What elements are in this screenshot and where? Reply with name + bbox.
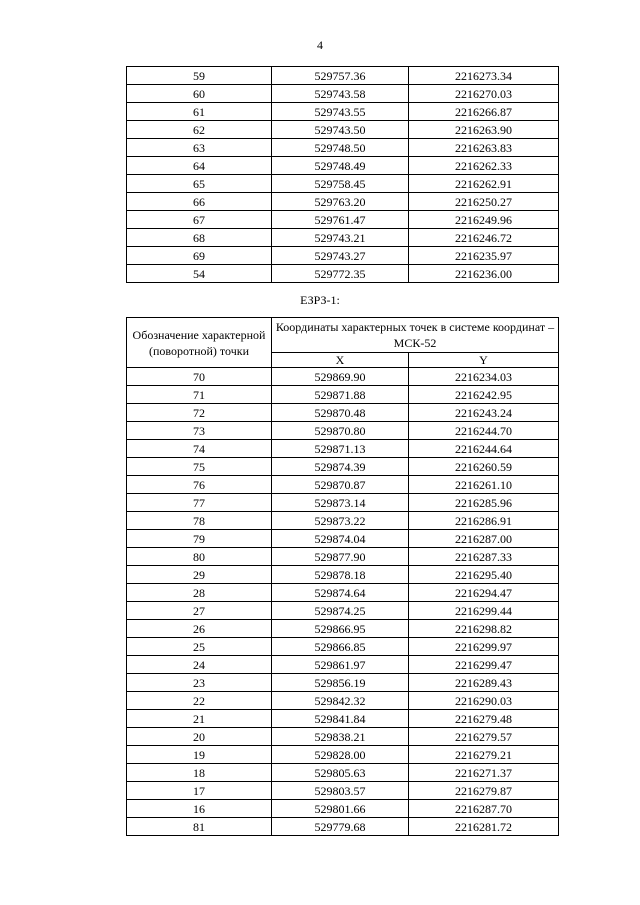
table-row (127, 193, 559, 211)
x-coordinate-cell: 529866.85 (272, 638, 409, 656)
point-number-cell: 60 (127, 85, 272, 103)
coordinates-column-header: Координаты характерных точек в системе координат – МСК-52 (272, 318, 559, 353)
y-coordinate-cell: 2216263.90 (409, 121, 559, 139)
x-coordinate-cell: 529878.18 (272, 566, 409, 584)
y-coordinate-cell: 2216286.91 (409, 512, 559, 530)
y-coordinate-cell: 2216273.34 (409, 67, 559, 85)
section-title: ЕЗРЗ-1: (300, 293, 340, 307)
x-coordinate-cell: 529763.20 (272, 193, 409, 211)
y-coordinate-cell: 2216246.72 (409, 229, 559, 247)
y-coordinate-cell: 2216271.37 (409, 764, 559, 782)
x-coordinate-cell: 529761.47 (272, 211, 409, 229)
point-number-cell: 75 (127, 458, 272, 476)
point-number-cell: 66 (127, 193, 272, 211)
x-coordinate-cell: 529842.32 (272, 692, 409, 710)
point-number-cell: 65 (127, 175, 272, 193)
table-row (127, 746, 559, 764)
table-row (127, 674, 559, 692)
table-row (127, 121, 559, 139)
x-coordinate-cell: 529828.00 (272, 746, 409, 764)
y-coordinate-cell: 2216299.44 (409, 602, 559, 620)
point-number-cell: 71 (127, 386, 272, 404)
y-coordinate-cell: 2216235.97 (409, 247, 559, 265)
x-coordinate-cell: 529856.19 (272, 674, 409, 692)
x-coordinate-cell: 529801.66 (272, 800, 409, 818)
y-coordinate-cell: 2216287.33 (409, 548, 559, 566)
point-number-cell: 16 (127, 800, 272, 818)
y-column-header: Y (409, 353, 559, 368)
table-row (127, 764, 559, 782)
point-number-cell: 64 (127, 157, 272, 175)
x-coordinate-cell: 529877.90 (272, 548, 409, 566)
table-row (127, 476, 559, 494)
x-coordinate-cell: 529772.35 (272, 265, 409, 283)
point-number-cell: 26 (127, 620, 272, 638)
table-row (127, 566, 559, 584)
table-row (127, 620, 559, 638)
point-number-cell: 28 (127, 584, 272, 602)
table-row (127, 728, 559, 746)
y-coordinate-cell: 2216262.91 (409, 175, 559, 193)
table-row (127, 247, 559, 265)
x-coordinate-cell: 529874.39 (272, 458, 409, 476)
x-coordinate-cell: 529758.45 (272, 175, 409, 193)
table-row (127, 157, 559, 175)
x-coordinate-cell: 529841.84 (272, 710, 409, 728)
y-coordinate-cell: 2216294.47 (409, 584, 559, 602)
table-row (127, 67, 559, 85)
point-number-cell: 78 (127, 512, 272, 530)
point-number-cell: 19 (127, 746, 272, 764)
table-row (127, 440, 559, 458)
x-coordinate-cell: 529874.25 (272, 602, 409, 620)
point-number-cell: 72 (127, 404, 272, 422)
point-number-cell: 62 (127, 121, 272, 139)
table-row (127, 656, 559, 674)
table-row (127, 458, 559, 476)
x-coordinate-cell: 529748.49 (272, 157, 409, 175)
point-number-cell: 59 (127, 67, 272, 85)
table-row (127, 211, 559, 229)
y-coordinate-cell: 2216261.10 (409, 476, 559, 494)
table-row (127, 265, 559, 283)
x-coordinate-cell: 529874.64 (272, 584, 409, 602)
point-number-cell: 61 (127, 103, 272, 121)
point-number-cell: 17 (127, 782, 272, 800)
y-coordinate-cell: 2216295.40 (409, 566, 559, 584)
y-coordinate-cell: 2216244.70 (409, 422, 559, 440)
point-number-cell: 63 (127, 139, 272, 157)
y-coordinate-cell: 2216290.03 (409, 692, 559, 710)
x-coordinate-cell: 529870.80 (272, 422, 409, 440)
table-row (127, 103, 559, 121)
x-coordinate-cell: 529803.57 (272, 782, 409, 800)
x-column-header: X (272, 353, 409, 368)
table-row (127, 175, 559, 193)
point-number-cell: 77 (127, 494, 272, 512)
table-row (127, 139, 559, 157)
x-coordinate-cell: 529743.55 (272, 103, 409, 121)
y-coordinate-cell: 2216287.70 (409, 800, 559, 818)
y-coordinate-cell: 2216289.43 (409, 674, 559, 692)
point-column-header: Обозначение характерной (поворотной) точки (127, 318, 272, 368)
table-row (127, 800, 559, 818)
y-coordinate-cell: 2216298.82 (409, 620, 559, 638)
x-coordinate-cell: 529838.21 (272, 728, 409, 746)
table-row (127, 494, 559, 512)
y-coordinate-cell: 2216262.33 (409, 157, 559, 175)
point-number-cell: 69 (127, 247, 272, 265)
point-number-cell: 79 (127, 530, 272, 548)
y-coordinate-cell: 2216279.48 (409, 710, 559, 728)
y-coordinate-cell: 2216279.57 (409, 728, 559, 746)
y-coordinate-cell: 2216236.00 (409, 265, 559, 283)
point-number-cell: 23 (127, 674, 272, 692)
y-coordinate-cell: 2216299.97 (409, 638, 559, 656)
y-coordinate-cell: 2216287.00 (409, 530, 559, 548)
x-coordinate-cell: 529748.50 (272, 139, 409, 157)
y-coordinate-cell: 2216234.03 (409, 368, 559, 386)
x-coordinate-cell: 529873.22 (272, 512, 409, 530)
y-coordinate-cell: 2216266.87 (409, 103, 559, 121)
table-row (127, 422, 559, 440)
x-coordinate-cell: 529861.97 (272, 656, 409, 674)
x-coordinate-cell: 529871.88 (272, 386, 409, 404)
table-row (127, 782, 559, 800)
table-row (127, 638, 559, 656)
point-number-cell: 18 (127, 764, 272, 782)
table-row (127, 229, 559, 247)
table-row (127, 602, 559, 620)
y-coordinate-cell: 2216244.64 (409, 440, 559, 458)
point-number-cell: 81 (127, 818, 272, 836)
y-coordinate-cell: 2216281.72 (409, 818, 559, 836)
point-number-cell: 80 (127, 548, 272, 566)
table-row (127, 85, 559, 103)
y-coordinate-cell: 2216242.95 (409, 386, 559, 404)
point-number-cell: 54 (127, 265, 272, 283)
y-coordinate-cell: 2216270.03 (409, 85, 559, 103)
x-coordinate-cell: 529871.13 (272, 440, 409, 458)
coordinates-table-body (127, 368, 559, 836)
point-number-cell: 73 (127, 422, 272, 440)
y-coordinate-cell: 2216243.24 (409, 404, 559, 422)
point-number-cell: 29 (127, 566, 272, 584)
point-number-cell: 21 (127, 710, 272, 728)
y-coordinate-cell: 2216279.87 (409, 782, 559, 800)
point-number-cell: 27 (127, 602, 272, 620)
point-number-cell: 67 (127, 211, 272, 229)
table-row (127, 404, 559, 422)
table-row (127, 710, 559, 728)
x-coordinate-cell: 529805.63 (272, 764, 409, 782)
x-coordinate-cell: 529743.58 (272, 85, 409, 103)
point-number-cell: 25 (127, 638, 272, 656)
y-coordinate-cell: 2216260.59 (409, 458, 559, 476)
point-number-cell: 22 (127, 692, 272, 710)
point-number-cell: 70 (127, 368, 272, 386)
y-coordinate-cell: 2216299.47 (409, 656, 559, 674)
point-number-cell: 20 (127, 728, 272, 746)
table-row (127, 692, 559, 710)
point-number-cell: 74 (127, 440, 272, 458)
page-number: 4 (317, 38, 323, 52)
table-row (127, 584, 559, 602)
x-coordinate-cell: 529874.04 (272, 530, 409, 548)
point-number-cell: 76 (127, 476, 272, 494)
y-coordinate-cell: 2216285.96 (409, 494, 559, 512)
table-header (127, 318, 559, 368)
table-row (127, 368, 559, 386)
table-row (127, 530, 559, 548)
x-coordinate-cell: 529866.95 (272, 620, 409, 638)
point-number-cell: 24 (127, 656, 272, 674)
table-row (127, 818, 559, 836)
y-coordinate-cell: 2216249.96 (409, 211, 559, 229)
y-coordinate-cell: 2216279.21 (409, 746, 559, 764)
y-coordinate-cell: 2216250.27 (409, 193, 559, 211)
table-row (127, 386, 559, 404)
coordinates-table-continued (126, 66, 559, 283)
x-coordinate-cell: 529873.14 (272, 494, 409, 512)
coordinates-table-body (127, 67, 559, 283)
ezr-coordinates-table (126, 317, 559, 836)
x-coordinate-cell: 529870.87 (272, 476, 409, 494)
table-row (127, 548, 559, 566)
x-coordinate-cell: 529757.36 (272, 67, 409, 85)
x-coordinate-cell: 529743.50 (272, 121, 409, 139)
x-coordinate-cell: 529743.21 (272, 229, 409, 247)
x-coordinate-cell: 529743.27 (272, 247, 409, 265)
point-number-cell: 68 (127, 229, 272, 247)
x-coordinate-cell: 529779.68 (272, 818, 409, 836)
table-row (127, 512, 559, 530)
x-coordinate-cell: 529870.48 (272, 404, 409, 422)
x-coordinate-cell: 529869.90 (272, 368, 409, 386)
y-coordinate-cell: 2216263.83 (409, 139, 559, 157)
